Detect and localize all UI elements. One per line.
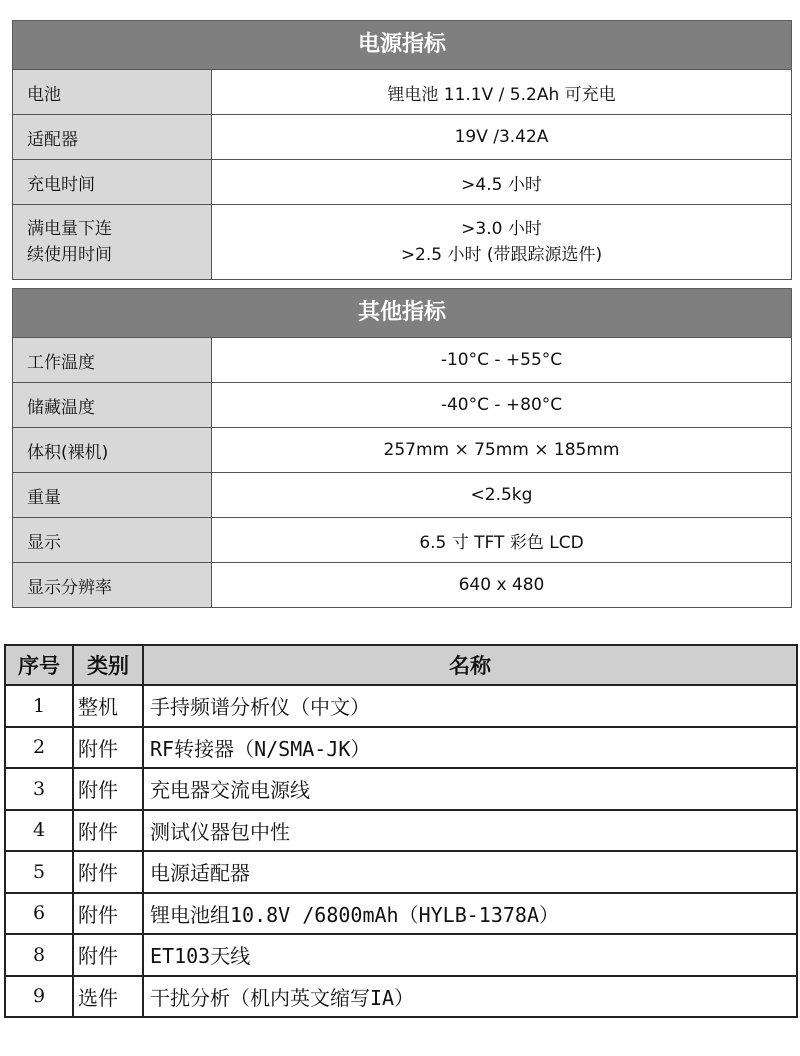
spec-label: 电池 (13, 70, 212, 115)
spec-label: 工作温度 (13, 338, 212, 383)
spec-value: 257mm × 75mm × 185mm (212, 428, 792, 473)
other-spec-table (12, 337, 792, 608)
item-category: 附件 (73, 810, 143, 852)
item-index: 8 (5, 934, 73, 976)
spec-value: 640 x 480 (212, 563, 792, 608)
spec-label: 显示 (13, 518, 212, 563)
spec-value: >4.5 小时 (212, 160, 792, 205)
item-name: 测试仪器包中性 (143, 810, 797, 852)
item-category: 附件 (73, 851, 143, 893)
item-index: 3 (5, 768, 73, 810)
header-name: 名称 (143, 645, 797, 685)
item-index: 6 (5, 893, 73, 935)
item-index: 1 (5, 685, 73, 727)
spec-row (13, 563, 792, 608)
table-row (5, 810, 797, 852)
spec-row (13, 115, 792, 160)
spec-value (212, 205, 792, 280)
package-list-header (5, 645, 797, 685)
power-spec-table (12, 69, 792, 280)
spec-value-line: >2.5 小时 (带跟踪源选件) (400, 245, 603, 265)
table-row (5, 893, 797, 935)
item-category: 附件 (73, 768, 143, 810)
spec-label: 储藏温度 (13, 383, 212, 428)
table-row (5, 768, 797, 810)
other-spec-section (12, 288, 792, 608)
spec-label: 显示分辨率 (13, 563, 212, 608)
spec-row (13, 70, 792, 115)
table-row (5, 976, 797, 1018)
table-row (5, 685, 797, 727)
item-name: 干扰分析（机内英文缩写IA） (143, 976, 797, 1018)
spec-label: 重量 (13, 473, 212, 518)
spec-value: 19V /3.42A (212, 115, 792, 160)
spec-row (13, 473, 792, 518)
spec-value: 6.5 寸 TFT 彩色 LCD (212, 518, 792, 563)
spec-row (13, 383, 792, 428)
spec-value-line: >3.0 小时 (461, 219, 542, 239)
table-row (5, 934, 797, 976)
spec-label-line: 续使用时间 (27, 245, 112, 265)
table-row (5, 851, 797, 893)
item-name: 充电器交流电源线 (143, 768, 797, 810)
spec-label: 适配器 (13, 115, 212, 160)
header-category: 类别 (73, 645, 143, 685)
item-index: 2 (5, 727, 73, 769)
package-list-section (4, 644, 798, 1018)
spec-row (13, 205, 792, 280)
item-category: 附件 (73, 727, 143, 769)
item-name: 电源适配器 (143, 851, 797, 893)
power-spec-section (12, 20, 792, 280)
spec-row (13, 428, 792, 473)
item-index: 9 (5, 976, 73, 1018)
spec-row (13, 160, 792, 205)
item-name: 锂电池组10.8V /6800mAh（HYLB-1378A） (143, 893, 797, 935)
spec-row (13, 338, 792, 383)
spec-value: 锂电池 11.1V / 5.2Ah 可充电 (212, 70, 792, 115)
spec-label-line: 满电量下连 (27, 219, 112, 239)
item-index: 4 (5, 810, 73, 852)
item-index: 5 (5, 851, 73, 893)
item-category: 附件 (73, 893, 143, 935)
item-name: ET103天线 (143, 934, 797, 976)
spec-label (13, 205, 212, 280)
table-row (5, 727, 797, 769)
spec-label: 充电时间 (13, 160, 212, 205)
item-name: RF转接器（N/SMA-JK） (143, 727, 797, 769)
spec-row (13, 518, 792, 563)
item-category: 选件 (73, 976, 143, 1018)
spec-label: 体积(裸机) (13, 428, 212, 473)
header-index: 序号 (5, 645, 73, 685)
power-spec-title: 电源指标 (12, 20, 792, 69)
other-spec-title: 其他指标 (12, 288, 792, 337)
spec-value: <2.5kg (212, 473, 792, 518)
item-category: 整机 (73, 685, 143, 727)
item-name: 手持频谱分析仪（中文） (143, 685, 797, 727)
item-category: 附件 (73, 934, 143, 976)
spec-value: -40°C - +80°C (212, 383, 792, 428)
package-list-table (4, 644, 798, 1018)
spec-value: -10°C - +55°C (212, 338, 792, 383)
